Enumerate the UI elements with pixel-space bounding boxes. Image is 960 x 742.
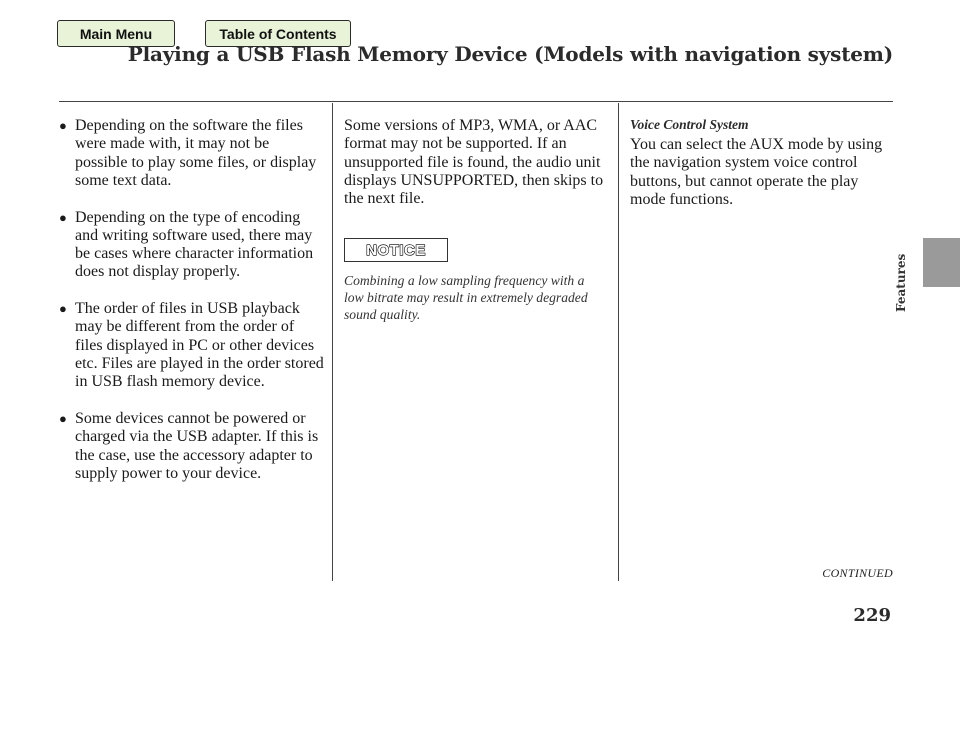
bullet-icon: ● xyxy=(59,411,67,427)
notice-badge xyxy=(344,238,448,262)
bullet-text: Depending on the type of encoding and writing software used, there may be cases where character information does not display properly. xyxy=(75,208,314,281)
section-tab xyxy=(923,238,960,287)
column-divider-2 xyxy=(618,103,619,581)
bullet-text: Some devices cannot be powered or charged via the USB adapter. If this is the case, use the accessory adapter to supply power to your device. xyxy=(75,410,319,482)
section-tab-label-text: Features xyxy=(894,253,908,312)
middle-column-body: Some versions of MP3, WMA, or AAC format may not be supported. If an unsupported file is found, the audio unit displays UNSUPPORTED, then skips to the next file. xyxy=(344,117,604,208)
right-column-body: You can select the AUX mode by using the navigation system voice control buttons, but cannot operate the play mode functions. xyxy=(630,136,883,208)
bullet-icon: ● xyxy=(59,118,67,133)
bullet-text: The order of files in USB playback may be different from the order of files displayed in PC or other devices etc. Files are played in the order stored in USB flash memory device. xyxy=(75,300,324,391)
table-of-contents-button[interactable]: Table of Contents xyxy=(205,20,351,47)
title-divider xyxy=(59,101,893,102)
bullet-text: Depending on the software the files were made with, it may not be possible to play some files, or display some text data. xyxy=(75,117,317,189)
bullet-item xyxy=(59,300,324,391)
main-menu-button[interactable]: Main Menu xyxy=(57,20,175,47)
notice-body: Combining a low sampling frequency with a low bitrate may result in extremely degraded sound quality. xyxy=(344,273,588,322)
notice-label: NOTICE xyxy=(366,241,426,259)
page-number: 229 xyxy=(853,605,891,626)
continued-label: CONTINUED xyxy=(822,566,893,580)
bullet-icon: ● xyxy=(59,301,67,317)
page-title: Playing a USB Flash Memory Device (Models with navigation system) xyxy=(127,42,893,66)
bullet-item xyxy=(59,117,324,190)
bullet-icon: ● xyxy=(59,209,67,225)
voice-control-heading: Voice Control System xyxy=(630,117,749,132)
left-column xyxy=(59,117,324,502)
column-divider-1 xyxy=(332,103,333,581)
bullet-item xyxy=(59,209,324,282)
bullet-item xyxy=(59,410,324,483)
